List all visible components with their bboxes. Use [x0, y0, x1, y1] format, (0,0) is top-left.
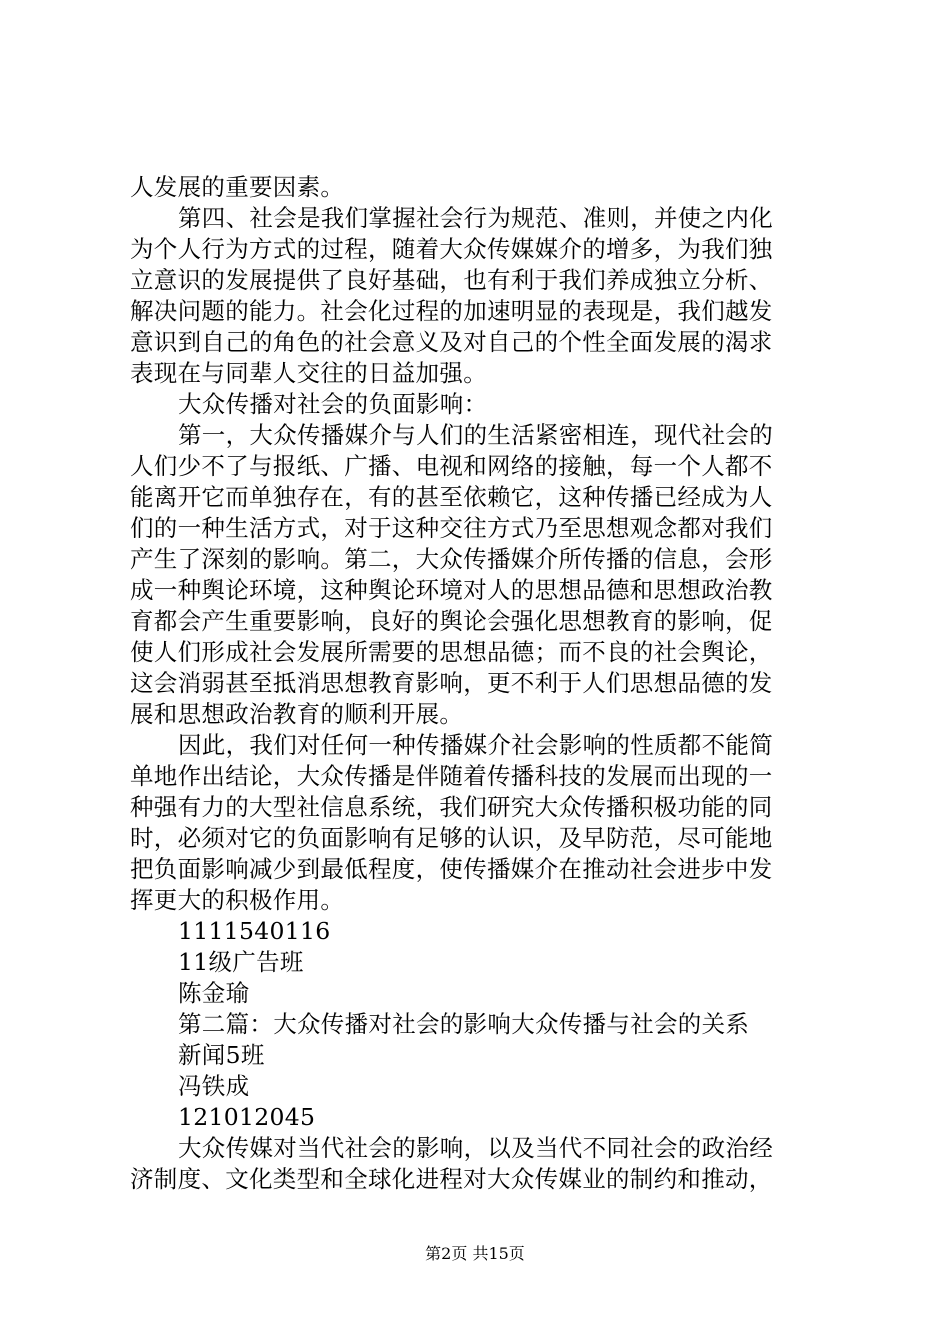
text-line: 第二篇：大众传播对社会的影响大众传播与社会的关系	[178, 1010, 750, 1038]
text-line: 11级广告班	[178, 948, 304, 976]
document-body	[130, 172, 830, 1195]
text-line: 人发展的重要因素。	[130, 173, 345, 201]
text-line: 这会消弱甚至抵消思想教育影响，更不利于人们思想品德的发	[130, 669, 773, 697]
text-line: 时，必须对它的负面影响有足够的认识，及早防范，尽可能地	[130, 824, 773, 852]
text-line: 表现在与同辈人交往的日益加强。	[130, 359, 487, 387]
text-line: 立意识的发展提供了良好基础，也有利于我们养成独立分析、	[130, 266, 773, 294]
page-footer: 第2页 共15页	[425, 1244, 525, 1263]
text-line: 第一，大众传播媒介与人们的生活紧密相连，现代社会的	[178, 421, 773, 449]
text-line: 济制度、文化类型和全球化进程对大众传媒业的制约和推动，	[130, 1165, 773, 1193]
text-line: 陈金瑜	[178, 979, 250, 1007]
text-line: 为个人行为方式的过程，随着大众传媒媒介的增多，为我们独	[130, 235, 773, 263]
text-line: 意识到自己的角色的社会意义及对自己的个性全面发展的渴求	[130, 328, 773, 356]
text-line: 能离开它而单独存在，有的甚至依赖它，这种传播已经成为人	[130, 483, 773, 511]
text-line: 大众传媒对当代社会的影响，以及当代不同社会的政治经	[178, 1134, 773, 1162]
text-line: 第四、社会是我们掌握社会行为规范、准则，并使之内化	[178, 204, 773, 232]
text-line: 解决问题的能力。社会化过程的加速明显的表现是，我们越发	[130, 297, 773, 325]
text-line: 种强有力的大型社信息系统，我们研究大众传播积极功能的同	[130, 793, 773, 821]
text-line: 新闻5班	[178, 1041, 265, 1069]
text-line: 因此，我们对任何一种传播媒介社会影响的性质都不能简	[178, 731, 773, 759]
text-line: 冯铁成	[178, 1072, 250, 1100]
text-line: 们的一种生活方式，对于这种交往方式乃至思想观念都对我们	[130, 514, 773, 542]
text-line: 展和思想政治教育的顺利开展。	[130, 700, 464, 728]
text-line: 使人们形成社会发展所需要的思想品德；而不良的社会舆论，	[130, 638, 773, 666]
text-line: 121012045	[178, 1103, 316, 1131]
text-line: 产生了深刻的影响。第二，大众传播媒介所传播的信息，会形	[130, 545, 773, 573]
text-line: 单地作出结论，大众传播是伴随着传播科技的发展而出现的一	[130, 762, 773, 790]
text-line: 育都会产生重要影响，良好的舆论会强化思想教育的影响，促	[130, 607, 773, 635]
text-line: 大众传播对社会的负面影响：	[178, 390, 488, 418]
text-line: 人们少不了与报纸、广播、电视和网络的接触，每一个人都不	[130, 452, 773, 480]
text-line: 挥更大的积极作用。	[130, 886, 345, 914]
text-line: 把负面影响减少到最低程度，使传播媒介在推动社会进步中发	[130, 855, 773, 883]
text-line: 1111540116	[178, 917, 331, 945]
text-line: 成一种舆论环境，这种舆论环境对人的思想品德和思想政治教	[130, 576, 773, 604]
